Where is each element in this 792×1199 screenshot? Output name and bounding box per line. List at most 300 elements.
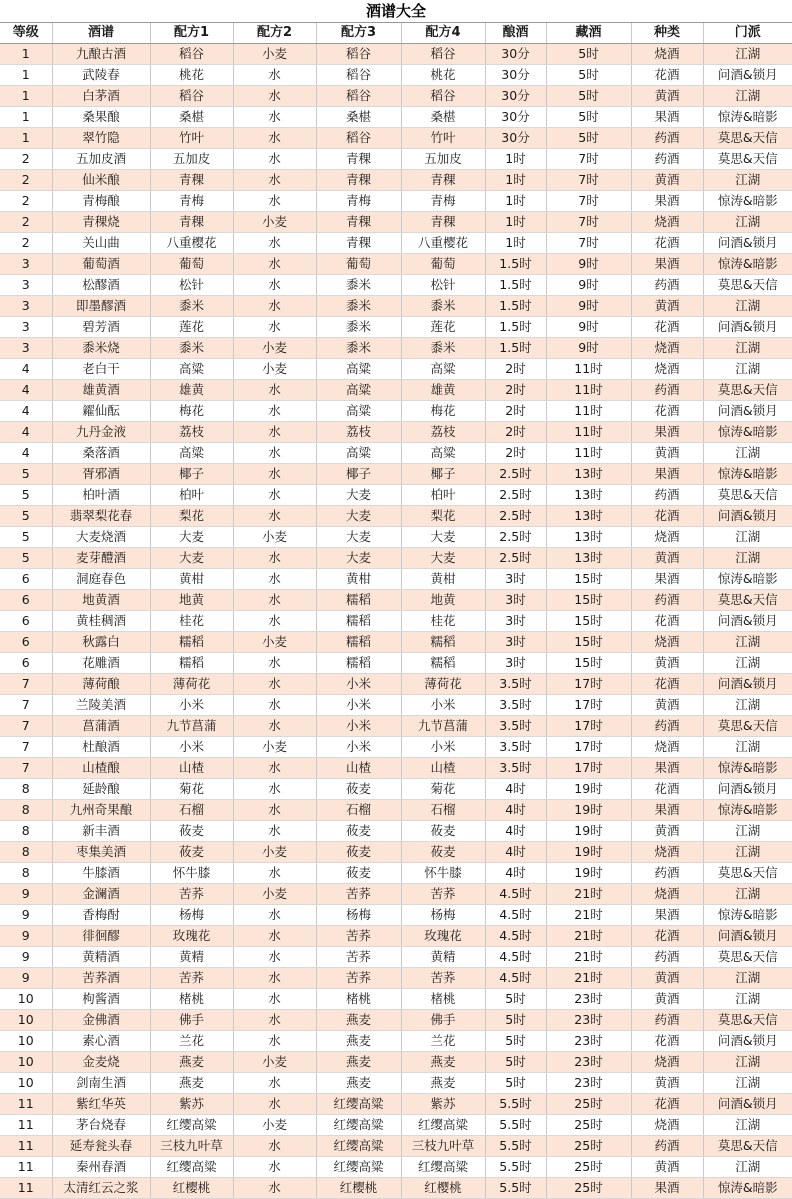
cell-storage-time: 7时 <box>546 191 631 212</box>
cell-ingredient-1: 松针 <box>150 275 233 296</box>
cell-sect: 问酒&锁月 <box>703 506 792 527</box>
cell-brew-time: 3.5时 <box>485 737 546 758</box>
cell-ingredient-3: 石榴 <box>316 800 401 821</box>
cell-level: 3 <box>0 275 52 296</box>
cell-ingredient-4: 八重樱花 <box>401 233 485 254</box>
cell-ingredient-3: 桑椹 <box>316 107 401 128</box>
cell-sect: 问酒&锁月 <box>703 926 792 947</box>
cell-ingredient-3: 高粱 <box>316 359 401 380</box>
cell-ingredient-4: 桂花 <box>401 611 485 632</box>
cell-recipe: 五加皮酒 <box>52 149 150 170</box>
cell-level: 5 <box>0 464 52 485</box>
cell-ingredient-1: 竹叶 <box>150 128 233 149</box>
cell-ingredient-2: 水 <box>233 275 316 296</box>
cell-ingredient-1: 桂花 <box>150 611 233 632</box>
cell-ingredient-2: 小麦 <box>233 1052 316 1073</box>
cell-ingredient-3: 莜麦 <box>316 779 401 800</box>
cell-type: 果酒 <box>631 905 703 926</box>
cell-sect: 惊涛&暗影 <box>703 107 792 128</box>
cell-type: 花酒 <box>631 674 703 695</box>
cell-storage-time: 11时 <box>546 380 631 401</box>
cell-type: 果酒 <box>631 1178 703 1199</box>
cell-ingredient-1: 高粱 <box>150 443 233 464</box>
cell-storage-time: 25时 <box>546 1178 631 1199</box>
cell-sect: 问酒&锁月 <box>703 779 792 800</box>
cell-storage-time: 9时 <box>546 254 631 275</box>
cell-level: 5 <box>0 548 52 569</box>
cell-ingredient-1: 杨梅 <box>150 905 233 926</box>
cell-ingredient-2: 水 <box>233 485 316 506</box>
cell-ingredient-1: 红缨高粱 <box>150 1115 233 1136</box>
table-row <box>0 422 792 443</box>
cell-ingredient-4: 青稞 <box>401 212 485 233</box>
cell-level: 11 <box>0 1094 52 1115</box>
cell-recipe: 太清红云之浆 <box>52 1178 150 1199</box>
cell-storage-time: 15时 <box>546 590 631 611</box>
cell-sect: 江湖 <box>703 989 792 1010</box>
cell-ingredient-1: 五加皮 <box>150 149 233 170</box>
cell-ingredient-3: 小米 <box>316 737 401 758</box>
cell-sect: 惊涛&暗影 <box>703 905 792 926</box>
cell-level: 6 <box>0 611 52 632</box>
header-sect: 门派 <box>703 23 792 44</box>
cell-sect: 问酒&锁月 <box>703 674 792 695</box>
cell-ingredient-3: 大麦 <box>316 506 401 527</box>
cell-ingredient-4: 梅花 <box>401 401 485 422</box>
cell-ingredient-3: 燕麦 <box>316 1073 401 1094</box>
cell-brew-time: 4.5时 <box>485 968 546 989</box>
cell-type: 黄酒 <box>631 1157 703 1178</box>
cell-storage-time: 5时 <box>546 128 631 149</box>
cell-storage-time: 23时 <box>546 1031 631 1052</box>
cell-brew-time: 1.5时 <box>485 338 546 359</box>
cell-type: 药酒 <box>631 863 703 884</box>
cell-type: 花酒 <box>631 611 703 632</box>
cell-storage-time: 19时 <box>546 842 631 863</box>
cell-sect: 江湖 <box>703 44 792 65</box>
cell-level: 2 <box>0 149 52 170</box>
cell-storage-time: 21时 <box>546 968 631 989</box>
cell-brew-time: 5时 <box>485 1031 546 1052</box>
table-row <box>0 611 792 632</box>
table-row <box>0 884 792 905</box>
cell-ingredient-3: 青稞 <box>316 170 401 191</box>
cell-ingredient-4: 菊花 <box>401 779 485 800</box>
table-row <box>0 485 792 506</box>
cell-recipe: 枸酱酒 <box>52 989 150 1010</box>
cell-recipe: 碧芳酒 <box>52 317 150 338</box>
cell-ingredient-3: 黄柑 <box>316 569 401 590</box>
cell-type: 药酒 <box>631 716 703 737</box>
cell-ingredient-4: 紫苏 <box>401 1094 485 1115</box>
cell-recipe: 麦芽醴酒 <box>52 548 150 569</box>
cell-storage-time: 15时 <box>546 632 631 653</box>
cell-recipe: 即墨醪酒 <box>52 296 150 317</box>
cell-storage-time: 13时 <box>546 527 631 548</box>
table-row <box>0 842 792 863</box>
cell-brew-time: 30分 <box>485 44 546 65</box>
cell-sect: 江湖 <box>703 1157 792 1178</box>
cell-brew-time: 1.5时 <box>485 254 546 275</box>
cell-level: 3 <box>0 338 52 359</box>
cell-ingredient-4: 桑椹 <box>401 107 485 128</box>
cell-ingredient-1: 莲花 <box>150 317 233 338</box>
cell-brew-time: 2时 <box>485 401 546 422</box>
cell-ingredient-3: 青稞 <box>316 233 401 254</box>
cell-ingredient-3: 荔枝 <box>316 422 401 443</box>
cell-ingredient-3: 红缨高粱 <box>316 1115 401 1136</box>
cell-ingredient-1: 佛手 <box>150 1010 233 1031</box>
cell-ingredient-2: 水 <box>233 65 316 86</box>
cell-ingredient-1: 菊花 <box>150 779 233 800</box>
cell-type: 果酒 <box>631 254 703 275</box>
cell-sect: 江湖 <box>703 968 792 989</box>
cell-ingredient-4: 葡萄 <box>401 254 485 275</box>
cell-level: 2 <box>0 233 52 254</box>
cell-ingredient-2: 水 <box>233 1073 316 1094</box>
cell-type: 黄酒 <box>631 821 703 842</box>
cell-ingredient-1: 三枝九叶草 <box>150 1136 233 1157</box>
cell-type: 黄酒 <box>631 296 703 317</box>
table-row <box>0 44 792 65</box>
cell-sect: 莫思&天信 <box>703 380 792 401</box>
cell-ingredient-1: 燕麦 <box>150 1052 233 1073</box>
cell-ingredient-1: 葡萄 <box>150 254 233 275</box>
cell-ingredient-1: 荔枝 <box>150 422 233 443</box>
cell-brew-time: 5.5时 <box>485 1094 546 1115</box>
cell-recipe: 武陵春 <box>52 65 150 86</box>
cell-type: 药酒 <box>631 485 703 506</box>
cell-sect: 莫思&天信 <box>703 1136 792 1157</box>
cell-type: 烧酒 <box>631 44 703 65</box>
cell-recipe: 翠竹隐 <box>52 128 150 149</box>
cell-sect: 莫思&天信 <box>703 149 792 170</box>
cell-ingredient-1: 兰花 <box>150 1031 233 1052</box>
cell-ingredient-4: 竹叶 <box>401 128 485 149</box>
cell-ingredient-4: 梨花 <box>401 506 485 527</box>
cell-storage-time: 15时 <box>546 569 631 590</box>
cell-ingredient-4: 红樱桃 <box>401 1178 485 1199</box>
cell-ingredient-3: 稻谷 <box>316 86 401 107</box>
cell-recipe: 地黄酒 <box>52 590 150 611</box>
cell-ingredient-1: 黄精 <box>150 947 233 968</box>
cell-recipe: 柏叶酒 <box>52 485 150 506</box>
cell-ingredient-2: 水 <box>233 464 316 485</box>
table-row <box>0 338 792 359</box>
cell-ingredient-1: 大麦 <box>150 527 233 548</box>
cell-ingredient-4: 荔枝 <box>401 422 485 443</box>
cell-ingredient-2: 小麦 <box>233 527 316 548</box>
cell-ingredient-2: 水 <box>233 779 316 800</box>
cell-ingredient-2: 水 <box>233 317 316 338</box>
cell-level: 1 <box>0 107 52 128</box>
cell-level: 9 <box>0 884 52 905</box>
cell-brew-time: 2.5时 <box>485 485 546 506</box>
cell-sect: 惊涛&暗影 <box>703 1178 792 1199</box>
cell-ingredient-3: 苦荞 <box>316 947 401 968</box>
table-row <box>0 590 792 611</box>
cell-brew-time: 3.5时 <box>485 758 546 779</box>
cell-ingredient-2: 水 <box>233 422 316 443</box>
cell-brew-time: 5.5时 <box>485 1115 546 1136</box>
cell-recipe: 松醪酒 <box>52 275 150 296</box>
cell-storage-time: 7时 <box>546 212 631 233</box>
cell-type: 烧酒 <box>631 527 703 548</box>
cell-type: 药酒 <box>631 380 703 401</box>
cell-ingredient-3: 稻谷 <box>316 128 401 149</box>
table-row <box>0 86 792 107</box>
cell-brew-time: 4.5时 <box>485 947 546 968</box>
cell-recipe: 翡翠梨花春 <box>52 506 150 527</box>
cell-ingredient-4: 黍米 <box>401 338 485 359</box>
cell-type: 花酒 <box>631 506 703 527</box>
cell-ingredient-2: 水 <box>233 506 316 527</box>
cell-level: 2 <box>0 212 52 233</box>
cell-ingredient-3: 杨梅 <box>316 905 401 926</box>
cell-level: 9 <box>0 947 52 968</box>
header-ingredient-3: 配方3 <box>316 23 401 44</box>
cell-ingredient-4: 糯稻 <box>401 632 485 653</box>
cell-ingredient-4: 雄黄 <box>401 380 485 401</box>
cell-brew-time: 5.5时 <box>485 1157 546 1178</box>
cell-recipe: 金佛酒 <box>52 1010 150 1031</box>
cell-brew-time: 2时 <box>485 422 546 443</box>
cell-ingredient-3: 山楂 <box>316 758 401 779</box>
cell-brew-time: 4时 <box>485 800 546 821</box>
cell-level: 1 <box>0 128 52 149</box>
cell-ingredient-4: 怀牛膝 <box>401 863 485 884</box>
cell-type: 黄酒 <box>631 989 703 1010</box>
cell-ingredient-4: 燕麦 <box>401 1052 485 1073</box>
cell-recipe: 黄精酒 <box>52 947 150 968</box>
cell-brew-time: 5时 <box>485 1010 546 1031</box>
cell-type: 药酒 <box>631 947 703 968</box>
cell-level: 8 <box>0 821 52 842</box>
cell-ingredient-1: 苦荞 <box>150 968 233 989</box>
cell-type: 花酒 <box>631 1031 703 1052</box>
cell-sect: 惊涛&暗影 <box>703 569 792 590</box>
cell-brew-time: 5时 <box>485 1052 546 1073</box>
cell-ingredient-2: 小麦 <box>233 338 316 359</box>
cell-ingredient-3: 小米 <box>316 674 401 695</box>
cell-recipe: 九州奇果酿 <box>52 800 150 821</box>
cell-ingredient-3: 小米 <box>316 695 401 716</box>
cell-storage-time: 25时 <box>546 1157 631 1178</box>
table-row <box>0 863 792 884</box>
cell-brew-time: 5.5时 <box>485 1136 546 1157</box>
table-row <box>0 716 792 737</box>
table-row <box>0 947 792 968</box>
cell-storage-time: 13时 <box>546 464 631 485</box>
cell-storage-time: 11时 <box>546 422 631 443</box>
cell-level: 4 <box>0 380 52 401</box>
cell-ingredient-3: 红缨高粱 <box>316 1136 401 1157</box>
cell-level: 7 <box>0 716 52 737</box>
cell-sect: 江湖 <box>703 86 792 107</box>
table-row <box>0 1115 792 1136</box>
cell-level: 5 <box>0 527 52 548</box>
cell-sect: 江湖 <box>703 527 792 548</box>
cell-type: 烧酒 <box>631 338 703 359</box>
cell-sect: 江湖 <box>703 821 792 842</box>
cell-recipe: 洞庭春色 <box>52 569 150 590</box>
cell-storage-time: 23时 <box>546 1073 631 1094</box>
cell-recipe: 老白干 <box>52 359 150 380</box>
cell-ingredient-3: 糯稻 <box>316 611 401 632</box>
cell-storage-time: 25时 <box>546 1094 631 1115</box>
cell-recipe: 杜酿酒 <box>52 737 150 758</box>
table-row <box>0 191 792 212</box>
cell-type: 烧酒 <box>631 1115 703 1136</box>
cell-sect: 问酒&锁月 <box>703 317 792 338</box>
cell-sect: 问酒&锁月 <box>703 1031 792 1052</box>
cell-ingredient-4: 杨梅 <box>401 905 485 926</box>
cell-ingredient-1: 大麦 <box>150 548 233 569</box>
cell-ingredient-4: 大麦 <box>401 548 485 569</box>
cell-ingredient-2: 水 <box>233 821 316 842</box>
cell-level: 10 <box>0 1052 52 1073</box>
table-row <box>0 548 792 569</box>
table-row <box>0 926 792 947</box>
cell-sect: 江湖 <box>703 632 792 653</box>
cell-ingredient-4: 薄荷花 <box>401 674 485 695</box>
cell-brew-time: 3.5时 <box>485 695 546 716</box>
cell-ingredient-1: 桑椹 <box>150 107 233 128</box>
table-row <box>0 254 792 275</box>
cell-sect: 莫思&天信 <box>703 947 792 968</box>
cell-ingredient-2: 水 <box>233 653 316 674</box>
cell-ingredient-4: 佛手 <box>401 1010 485 1031</box>
cell-type: 果酒 <box>631 107 703 128</box>
cell-level: 10 <box>0 1031 52 1052</box>
recipe-table <box>0 23 792 1199</box>
cell-recipe: 香梅酎 <box>52 905 150 926</box>
table-row <box>0 233 792 254</box>
cell-ingredient-2: 水 <box>233 1094 316 1115</box>
cell-recipe: 茅台烧春 <box>52 1115 150 1136</box>
cell-ingredient-2: 水 <box>233 905 316 926</box>
cell-sect: 惊涛&暗影 <box>703 464 792 485</box>
cell-level: 10 <box>0 1073 52 1094</box>
cell-sect: 莫思&天信 <box>703 590 792 611</box>
cell-ingredient-1: 红缨高粱 <box>150 1157 233 1178</box>
cell-ingredient-2: 水 <box>233 1157 316 1178</box>
cell-storage-time: 21时 <box>546 905 631 926</box>
cell-ingredient-3: 莜麦 <box>316 821 401 842</box>
cell-type: 花酒 <box>631 926 703 947</box>
cell-ingredient-1: 黍米 <box>150 296 233 317</box>
header-ingredient-2: 配方2 <box>233 23 316 44</box>
header-ingredient-4: 配方4 <box>401 23 485 44</box>
cell-sect: 江湖 <box>703 842 792 863</box>
cell-ingredient-4: 九节菖蒲 <box>401 716 485 737</box>
cell-sect: 江湖 <box>703 338 792 359</box>
cell-ingredient-3: 高粱 <box>316 401 401 422</box>
cell-recipe: 胥邪酒 <box>52 464 150 485</box>
cell-type: 花酒 <box>631 779 703 800</box>
cell-storage-time: 5时 <box>546 86 631 107</box>
cell-ingredient-4: 小米 <box>401 695 485 716</box>
table-row <box>0 1094 792 1115</box>
cell-ingredient-2: 水 <box>233 1178 316 1199</box>
cell-ingredient-4: 石榴 <box>401 800 485 821</box>
cell-ingredient-3: 稻谷 <box>316 44 401 65</box>
cell-ingredient-3: 糯稻 <box>316 653 401 674</box>
cell-ingredient-4: 兰花 <box>401 1031 485 1052</box>
cell-level: 6 <box>0 632 52 653</box>
cell-brew-time: 3时 <box>485 632 546 653</box>
cell-ingredient-3: 高粱 <box>316 380 401 401</box>
cell-brew-time: 1时 <box>485 170 546 191</box>
cell-level: 4 <box>0 443 52 464</box>
cell-brew-time: 4时 <box>485 779 546 800</box>
table-row <box>0 779 792 800</box>
cell-ingredient-1: 青稞 <box>150 212 233 233</box>
cell-type: 黄酒 <box>631 170 703 191</box>
cell-brew-time: 5时 <box>485 989 546 1010</box>
cell-brew-time: 30分 <box>485 128 546 149</box>
cell-brew-time: 3时 <box>485 653 546 674</box>
table-row <box>0 800 792 821</box>
cell-ingredient-1: 青梅 <box>150 191 233 212</box>
cell-ingredient-1: 青稞 <box>150 170 233 191</box>
cell-ingredient-2: 水 <box>233 1031 316 1052</box>
cell-brew-time: 5.5时 <box>485 1178 546 1199</box>
cell-ingredient-3: 黍米 <box>316 275 401 296</box>
cell-recipe: 新丰酒 <box>52 821 150 842</box>
cell-storage-time: 11时 <box>546 443 631 464</box>
cell-storage-time: 19时 <box>546 863 631 884</box>
cell-recipe: 山楂酿 <box>52 758 150 779</box>
cell-ingredient-2: 水 <box>233 674 316 695</box>
cell-recipe: 牛膝酒 <box>52 863 150 884</box>
cell-type: 果酒 <box>631 191 703 212</box>
cell-recipe: 苦荞酒 <box>52 968 150 989</box>
cell-ingredient-4: 高粱 <box>401 359 485 380</box>
cell-sect: 莫思&天信 <box>703 863 792 884</box>
cell-recipe: 薄荷酿 <box>52 674 150 695</box>
cell-ingredient-1: 莜麦 <box>150 821 233 842</box>
cell-ingredient-4: 小米 <box>401 737 485 758</box>
cell-level: 10 <box>0 989 52 1010</box>
cell-ingredient-3: 红缨高粱 <box>316 1094 401 1115</box>
cell-ingredient-3: 燕麦 <box>316 1010 401 1031</box>
cell-storage-time: 21时 <box>546 947 631 968</box>
cell-ingredient-2: 水 <box>233 716 316 737</box>
cell-sect: 问酒&锁月 <box>703 65 792 86</box>
cell-brew-time: 5时 <box>485 1073 546 1094</box>
cell-ingredient-1: 石榴 <box>150 800 233 821</box>
cell-level: 6 <box>0 590 52 611</box>
cell-ingredient-3: 红缨高粱 <box>316 1157 401 1178</box>
cell-type: 药酒 <box>631 1010 703 1031</box>
cell-ingredient-2: 水 <box>233 401 316 422</box>
cell-ingredient-4: 椰子 <box>401 464 485 485</box>
cell-type: 烧酒 <box>631 212 703 233</box>
cell-recipe: 黄桂稠酒 <box>52 611 150 632</box>
cell-ingredient-3: 青梅 <box>316 191 401 212</box>
cell-ingredient-4: 青稞 <box>401 170 485 191</box>
table-row <box>0 464 792 485</box>
cell-ingredient-3: 糯稻 <box>316 632 401 653</box>
cell-ingredient-2: 水 <box>233 170 316 191</box>
cell-brew-time: 4.5时 <box>485 926 546 947</box>
cell-storage-time: 7时 <box>546 170 631 191</box>
cell-brew-time: 2.5时 <box>485 527 546 548</box>
table-row <box>0 569 792 590</box>
cell-level: 3 <box>0 317 52 338</box>
cell-ingredient-3: 大麦 <box>316 527 401 548</box>
